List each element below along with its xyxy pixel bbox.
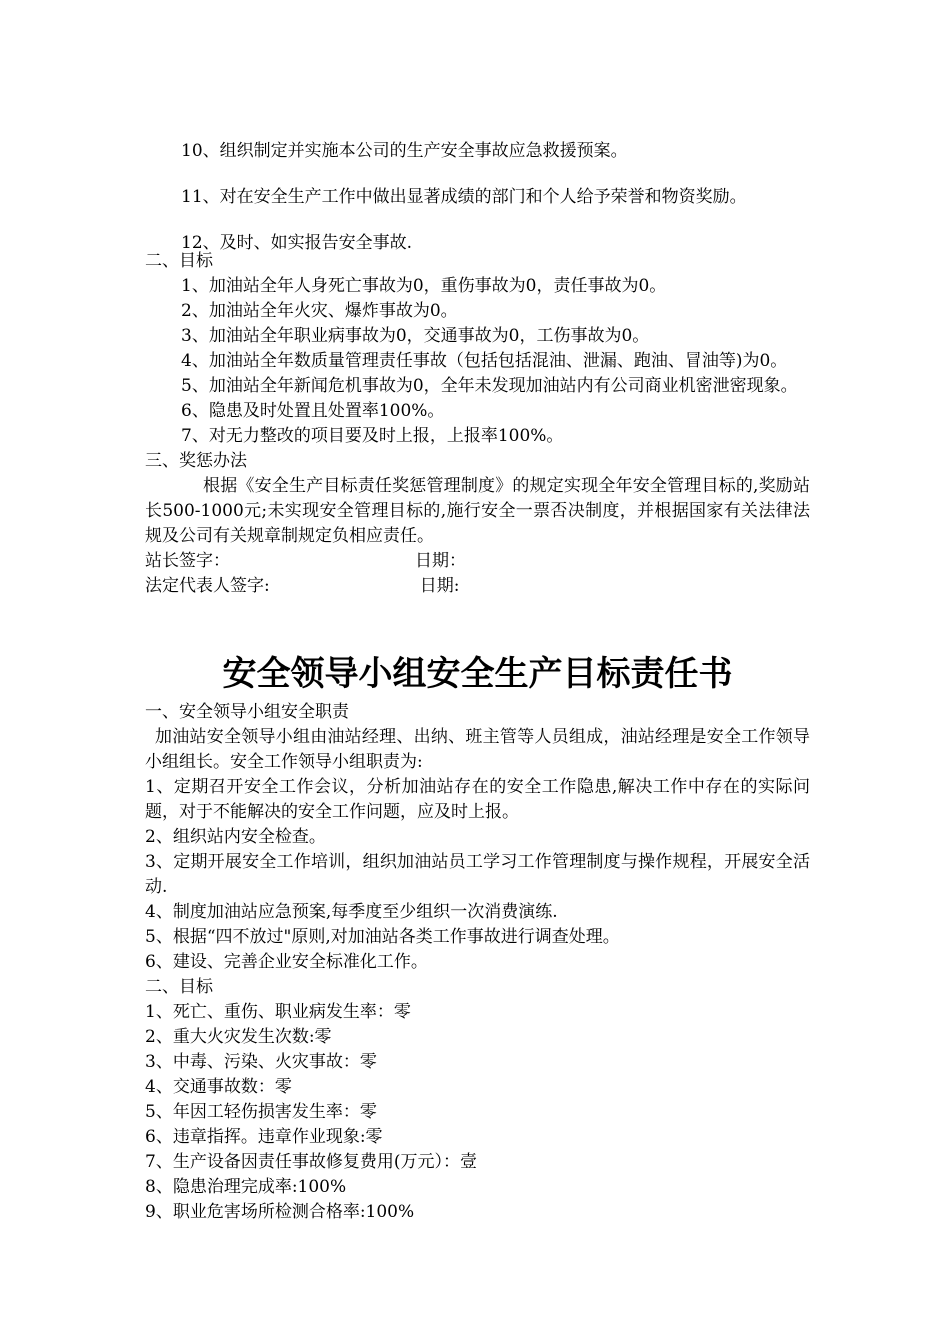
target-item: 4、交通事故数：零 <box>145 1077 292 1097</box>
goal-item: 7、对无力整改的项目要及时上报，上报率100%。 <box>181 426 564 446</box>
goal-item: 3、加油站全年职业病事故为0，交通事故为0，工伤事故为0。 <box>181 326 650 346</box>
goals-section-1 <box>145 249 810 599</box>
target-item: 9、职业危害场所检测合格率:100% <box>145 1202 415 1222</box>
group-duty-item: 2、组织站内安全检查。 <box>145 827 326 847</box>
goal-item: 5、加油站全年新闻危机事故为0，全年未发现加油站内有公司商业机密泄密现象。 <box>181 376 798 396</box>
duties-continued <box>145 139 810 256</box>
responsibility-document-2 <box>145 646 810 1225</box>
duty-item-12: 12、及时、如实报告安全事故. <box>181 233 413 253</box>
station-date-label: 日期： <box>415 551 466 571</box>
station-signature-line <box>145 549 810 574</box>
station-signature-label: 站长签字： <box>145 551 230 571</box>
group-intro: 加油站安全领导小组由油站经理、出纳、班主管等人员组成，油站经理是安全工作领导小组组长。安全工作领导小组职责为: <box>145 727 810 772</box>
goal-item: 2、加油站全年火灾、爆炸事故为0。 <box>181 301 458 321</box>
group-duty-item: 3、定期开展安全工作培训，组织加油站员工学习工作管理制度与操作规程，开展安全活动. <box>145 852 810 897</box>
group-duty-item: 1、定期召开安全工作会议，分析加油站存在的安全工作隐患,解决工作中存在的实际问题，对于不能解决的安全工作问题，应及时上报。 <box>145 777 810 822</box>
legal-date-label: 日期: <box>419 576 460 596</box>
duty-item-11: 11、对在安全生产工作中做出显著成绩的部门和个人给予荣誉和物资奖励。 <box>181 187 747 207</box>
duty-item-10: 10、组织制定并实施本公司的生产安全事故应急救援预案。 <box>181 141 628 161</box>
group-duty-item: 6、建设、完善企业安全标准化工作。 <box>145 952 428 972</box>
goals-heading-2: 二、目标 <box>145 977 213 997</box>
reward-heading: 三、奖惩办法 <box>145 451 247 471</box>
reward-text: 根据《安全生产目标责任奖惩管理制度》的规定实现全年安全管理目标的,奖励站长500-1000元;未实现安全管理目标的,施行安全一票否决制度，并根据国家有关法律法规及公司有关规章制规定负相应责任。 <box>145 476 810 546</box>
goal-item: 4、加油站全年数质量管理责任事故（包括包括混油、泄漏、跑油、冒油等)为0。 <box>181 351 788 371</box>
target-item: 7、生产设备因责任事故修复费用(万元）：壹 <box>145 1152 477 1172</box>
legal-signature-line <box>145 574 810 599</box>
target-item: 1、死亡、重伤、职业病发生率：零 <box>145 1002 411 1022</box>
target-item: 3、中毒、污染、火灾事故：零 <box>145 1052 377 1072</box>
goals-heading: 二、目标 <box>145 251 213 271</box>
goal-item: 1、加油站全年人身死亡事故为0，重伤事故为0，责任事故为0。 <box>181 276 667 296</box>
group-duty-item: 5、根据“四不放过"原则,对加油站各类工作事故进行调查处理。 <box>145 927 620 947</box>
group-duty-item: 4、制度加油站应急预案,每季度至少组织一次消费演练. <box>145 902 558 922</box>
target-item: 2、重大火灾发生次数:零 <box>145 1027 332 1047</box>
duties-heading: 一、安全领导小组安全职责 <box>145 702 349 722</box>
target-item: 5、年因工轻伤损害发生率：零 <box>145 1102 377 1122</box>
goal-item: 6、隐患及时处置且处置率100%。 <box>181 401 445 421</box>
legal-signature-label: 法定代表人签字: <box>145 576 270 596</box>
target-item: 6、违章指挥。违章作业现象:零 <box>145 1127 383 1147</box>
document-title: 安全领导小组安全生产目标责任书 <box>222 654 733 694</box>
target-item: 8、隐患治理完成率:100% <box>145 1177 347 1197</box>
